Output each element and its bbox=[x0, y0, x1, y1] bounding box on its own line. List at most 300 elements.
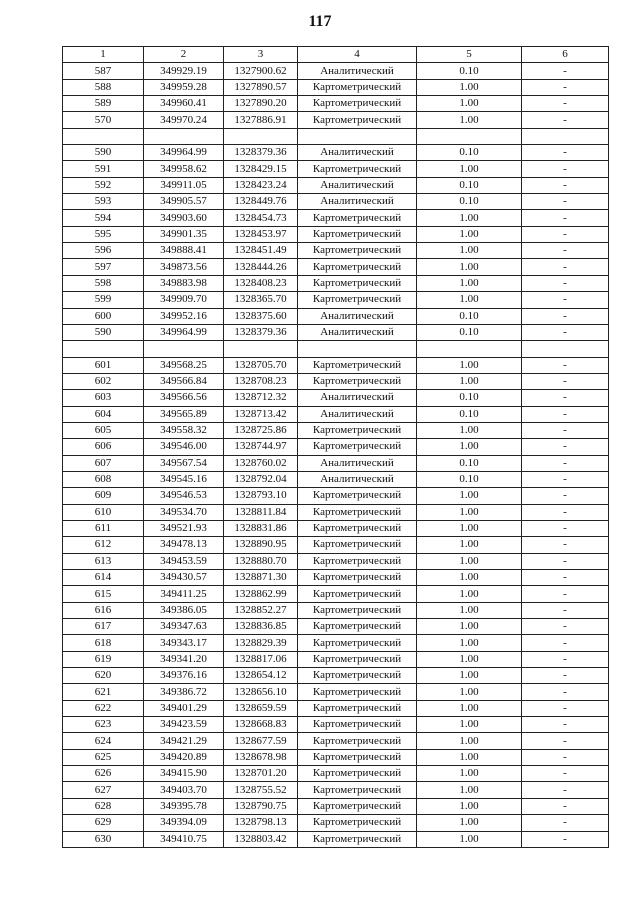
table-cell: 1328831.86 bbox=[224, 520, 298, 536]
table-cell: 594 bbox=[63, 210, 144, 226]
table-cell: 1328792.04 bbox=[224, 471, 298, 487]
table-row bbox=[63, 651, 609, 667]
table-cell: 600 bbox=[63, 308, 144, 324]
table-cell: 604 bbox=[63, 406, 144, 422]
table-cell: 349883.98 bbox=[144, 275, 224, 291]
table-cell: Картометрический bbox=[298, 488, 417, 504]
table-cell: 1328862.99 bbox=[224, 586, 298, 602]
table-cell: 601 bbox=[63, 357, 144, 373]
table-row bbox=[63, 145, 609, 161]
table-cell: 1328656.10 bbox=[224, 684, 298, 700]
table-cell: - bbox=[522, 422, 609, 438]
table-row bbox=[63, 700, 609, 716]
table-cell: 0.10 bbox=[417, 308, 522, 324]
table-cell: Картометрический bbox=[298, 292, 417, 308]
table-row bbox=[63, 243, 609, 259]
table-cell: Картометрический bbox=[298, 815, 417, 831]
table-cell: 1.00 bbox=[417, 766, 522, 782]
table-row bbox=[63, 455, 609, 471]
table-row bbox=[63, 717, 609, 733]
table-cell bbox=[63, 128, 144, 144]
table-cell: 624 bbox=[63, 733, 144, 749]
table-cell: - bbox=[522, 194, 609, 210]
table-cell: 349386.05 bbox=[144, 602, 224, 618]
table-row bbox=[63, 341, 609, 357]
table-cell: 349558.32 bbox=[144, 422, 224, 438]
table-cell: Картометрический bbox=[298, 422, 417, 438]
table-row bbox=[63, 390, 609, 406]
table-cell: 1.00 bbox=[417, 733, 522, 749]
table-cell: Картометрический bbox=[298, 602, 417, 618]
table-cell: 621 bbox=[63, 684, 144, 700]
table-cell: 349566.56 bbox=[144, 390, 224, 406]
table-cell: 349970.24 bbox=[144, 112, 224, 128]
table-cell: Картометрический bbox=[298, 782, 417, 798]
table-cell: 629 bbox=[63, 815, 144, 831]
table-row bbox=[63, 570, 609, 586]
table-cell: 349952.16 bbox=[144, 308, 224, 324]
table-cell: 1.00 bbox=[417, 161, 522, 177]
table-cell: - bbox=[522, 586, 609, 602]
table-cell: 610 bbox=[63, 504, 144, 520]
table-cell: 1328852.27 bbox=[224, 602, 298, 618]
table-cell: - bbox=[522, 275, 609, 291]
table-cell: - bbox=[522, 324, 609, 340]
table-cell: - bbox=[522, 537, 609, 553]
table-cell: 1.00 bbox=[417, 619, 522, 635]
table-cell: - bbox=[522, 651, 609, 667]
table-cell: 1.00 bbox=[417, 504, 522, 520]
table-cell: - bbox=[522, 177, 609, 193]
table-cell bbox=[417, 341, 522, 357]
table-row bbox=[63, 128, 609, 144]
table-cell: 628 bbox=[63, 798, 144, 814]
table-row bbox=[63, 749, 609, 765]
table-cell: - bbox=[522, 292, 609, 308]
table-row bbox=[63, 504, 609, 520]
table-row bbox=[63, 782, 609, 798]
table-cell: 590 bbox=[63, 324, 144, 340]
table-row bbox=[63, 602, 609, 618]
table-cell: 618 bbox=[63, 635, 144, 651]
table-cell: 0.10 bbox=[417, 324, 522, 340]
table-cell: Картометрический bbox=[298, 96, 417, 112]
table-cell: 1328871.30 bbox=[224, 570, 298, 586]
table-cell: 1328755.52 bbox=[224, 782, 298, 798]
table-cell: - bbox=[522, 602, 609, 618]
table-row bbox=[63, 766, 609, 782]
table-cell: 627 bbox=[63, 782, 144, 798]
table-cell: Аналитический bbox=[298, 177, 417, 193]
table-cell: 349376.16 bbox=[144, 668, 224, 684]
table-row bbox=[63, 798, 609, 814]
table-cell: - bbox=[522, 406, 609, 422]
table-body bbox=[63, 63, 609, 848]
table-cell: 598 bbox=[63, 275, 144, 291]
table-cell: 1328453.97 bbox=[224, 226, 298, 242]
table-cell: - bbox=[522, 259, 609, 275]
table-cell: 1328654.12 bbox=[224, 668, 298, 684]
table-cell: Картометрический bbox=[298, 439, 417, 455]
table-cell: - bbox=[522, 488, 609, 504]
table-cell: 619 bbox=[63, 651, 144, 667]
table-cell: 570 bbox=[63, 112, 144, 128]
table-cell: Картометрический bbox=[298, 357, 417, 373]
table-cell bbox=[144, 341, 224, 357]
table-cell bbox=[144, 128, 224, 144]
table-cell: 349901.35 bbox=[144, 226, 224, 242]
table-cell: 1328429.15 bbox=[224, 161, 298, 177]
table-cell: Картометрический bbox=[298, 700, 417, 716]
table-cell: 1328760.02 bbox=[224, 455, 298, 471]
table-cell: 349394.09 bbox=[144, 815, 224, 831]
table-cell: 349341.20 bbox=[144, 651, 224, 667]
table-row bbox=[63, 668, 609, 684]
table-cell: 611 bbox=[63, 520, 144, 536]
table-cell: Картометрический bbox=[298, 798, 417, 814]
table-cell: 596 bbox=[63, 243, 144, 259]
table-row bbox=[63, 439, 609, 455]
table-cell: 1.00 bbox=[417, 243, 522, 259]
table-cell: Картометрический bbox=[298, 79, 417, 95]
table-cell: 1328880.70 bbox=[224, 553, 298, 569]
table-cell bbox=[298, 341, 417, 357]
table-row bbox=[63, 177, 609, 193]
table-cell: 349873.56 bbox=[144, 259, 224, 275]
table-cell: 349534.70 bbox=[144, 504, 224, 520]
table-cell: - bbox=[522, 145, 609, 161]
table-cell: - bbox=[522, 684, 609, 700]
table-cell: 605 bbox=[63, 422, 144, 438]
table-cell: 349395.78 bbox=[144, 798, 224, 814]
table-cell: 349567.54 bbox=[144, 455, 224, 471]
table-cell: 617 bbox=[63, 619, 144, 635]
table-cell: 597 bbox=[63, 259, 144, 275]
table-cell: - bbox=[522, 782, 609, 798]
table-cell: 615 bbox=[63, 586, 144, 602]
table-cell: 592 bbox=[63, 177, 144, 193]
table-cell: 1.00 bbox=[417, 782, 522, 798]
table-cell: Картометрический bbox=[298, 226, 417, 242]
table-cell: 1.00 bbox=[417, 520, 522, 536]
table-cell: 1328803.42 bbox=[224, 831, 298, 847]
table-cell: 0.10 bbox=[417, 406, 522, 422]
table-cell: 1328744.97 bbox=[224, 439, 298, 455]
table-row bbox=[63, 194, 609, 210]
table-cell: 349964.99 bbox=[144, 324, 224, 340]
table-cell: - bbox=[522, 815, 609, 831]
table-cell: 1328659.59 bbox=[224, 700, 298, 716]
table-cell: 349929.19 bbox=[144, 63, 224, 79]
table-cell: 1328451.49 bbox=[224, 243, 298, 259]
table-row bbox=[63, 308, 609, 324]
table-cell: 625 bbox=[63, 749, 144, 765]
table-cell: 608 bbox=[63, 471, 144, 487]
table-cell: 1.00 bbox=[417, 226, 522, 242]
table-cell: Аналитический bbox=[298, 390, 417, 406]
table-cell: 1.00 bbox=[417, 700, 522, 716]
table-cell: - bbox=[522, 619, 609, 635]
table-row bbox=[63, 292, 609, 308]
table-cell: Картометрический bbox=[298, 733, 417, 749]
table-cell: 349546.53 bbox=[144, 488, 224, 504]
page-number: 117 bbox=[308, 13, 332, 30]
table-cell: 349545.16 bbox=[144, 471, 224, 487]
table-row bbox=[63, 79, 609, 95]
table-cell: 1.00 bbox=[417, 112, 522, 128]
table-cell: 1328790.75 bbox=[224, 798, 298, 814]
table-cell: 1328423.24 bbox=[224, 177, 298, 193]
table-cell: 349964.99 bbox=[144, 145, 224, 161]
table-cell: Картометрический bbox=[298, 373, 417, 389]
table-row bbox=[63, 275, 609, 291]
table-row bbox=[63, 619, 609, 635]
table-cell: 1.00 bbox=[417, 275, 522, 291]
table-cell: - bbox=[522, 226, 609, 242]
table-cell: 599 bbox=[63, 292, 144, 308]
table-cell: Картометрический bbox=[298, 717, 417, 733]
table-cell: 1.00 bbox=[417, 357, 522, 373]
table-cell: 0.10 bbox=[417, 63, 522, 79]
table-row bbox=[63, 831, 609, 847]
column-header: 2 bbox=[144, 47, 224, 63]
table-cell: - bbox=[522, 455, 609, 471]
table-cell: Аналитический bbox=[298, 63, 417, 79]
table-cell: 1.00 bbox=[417, 684, 522, 700]
table-cell: 1328379.36 bbox=[224, 145, 298, 161]
table-cell: - bbox=[522, 161, 609, 177]
table-cell: Картометрический bbox=[298, 766, 417, 782]
table-cell: 606 bbox=[63, 439, 144, 455]
table-cell bbox=[522, 341, 609, 357]
table-cell: 1328444.26 bbox=[224, 259, 298, 275]
table-row bbox=[63, 373, 609, 389]
table-cell: - bbox=[522, 471, 609, 487]
table-cell: 349905.57 bbox=[144, 194, 224, 210]
table-cell: 1.00 bbox=[417, 668, 522, 684]
table-cell: - bbox=[522, 308, 609, 324]
table-cell: 1.00 bbox=[417, 831, 522, 847]
table-cell: 1328725.86 bbox=[224, 422, 298, 438]
table-row bbox=[63, 324, 609, 340]
table-cell bbox=[224, 128, 298, 144]
table-cell: 613 bbox=[63, 553, 144, 569]
table-cell bbox=[224, 341, 298, 357]
table-cell: 622 bbox=[63, 700, 144, 716]
table-cell: - bbox=[522, 635, 609, 651]
table-cell: 626 bbox=[63, 766, 144, 782]
table-cell: - bbox=[522, 668, 609, 684]
table-cell: 1.00 bbox=[417, 570, 522, 586]
table-cell: 349903.60 bbox=[144, 210, 224, 226]
table-row bbox=[63, 520, 609, 536]
table-cell: Картометрический bbox=[298, 831, 417, 847]
table-cell: Аналитический bbox=[298, 406, 417, 422]
table-row bbox=[63, 226, 609, 242]
table-cell: 349911.05 bbox=[144, 177, 224, 193]
table-cell: - bbox=[522, 112, 609, 128]
table-cell: 1.00 bbox=[417, 717, 522, 733]
table-cell: 349430.57 bbox=[144, 570, 224, 586]
table-cell: 349959.28 bbox=[144, 79, 224, 95]
table-cell: 1328829.39 bbox=[224, 635, 298, 651]
table-cell: 603 bbox=[63, 390, 144, 406]
table-cell: 1328712.32 bbox=[224, 390, 298, 406]
table-row bbox=[63, 210, 609, 226]
table-cell: Картометрический bbox=[298, 586, 417, 602]
table-cell: 349423.59 bbox=[144, 717, 224, 733]
coordinates-table bbox=[62, 46, 609, 848]
table-cell: 0.10 bbox=[417, 390, 522, 406]
table-cell: Аналитический bbox=[298, 455, 417, 471]
table-cell: 1328705.70 bbox=[224, 357, 298, 373]
table-cell: 1328817.06 bbox=[224, 651, 298, 667]
table-cell: 1.00 bbox=[417, 815, 522, 831]
table-cell: Картометрический bbox=[298, 161, 417, 177]
table-cell: Картометрический bbox=[298, 668, 417, 684]
table-cell: Аналитический bbox=[298, 194, 417, 210]
table-row bbox=[63, 259, 609, 275]
table-cell: 609 bbox=[63, 488, 144, 504]
table-cell: 349478.13 bbox=[144, 537, 224, 553]
table-cell: 349410.75 bbox=[144, 831, 224, 847]
table-cell: 349347.63 bbox=[144, 619, 224, 635]
table-row bbox=[63, 684, 609, 700]
table-cell: 0.10 bbox=[417, 471, 522, 487]
table-cell: - bbox=[522, 373, 609, 389]
table-cell: 623 bbox=[63, 717, 144, 733]
table-cell: 349401.29 bbox=[144, 700, 224, 716]
table-cell: 1.00 bbox=[417, 422, 522, 438]
table-cell bbox=[522, 128, 609, 144]
table-row bbox=[63, 586, 609, 602]
table-cell: - bbox=[522, 717, 609, 733]
table-cell: 593 bbox=[63, 194, 144, 210]
table-cell: - bbox=[522, 439, 609, 455]
table-cell: - bbox=[522, 733, 609, 749]
table-cell: 0.10 bbox=[417, 455, 522, 471]
table-cell: Картометрический bbox=[298, 651, 417, 667]
column-header: 4 bbox=[298, 47, 417, 63]
table-cell: 1.00 bbox=[417, 602, 522, 618]
table-cell: 595 bbox=[63, 226, 144, 242]
table-cell: 612 bbox=[63, 537, 144, 553]
table-cell: Картометрический bbox=[298, 259, 417, 275]
table-cell: 1328798.13 bbox=[224, 815, 298, 831]
table-cell: - bbox=[522, 79, 609, 95]
table-cell: 1328677.59 bbox=[224, 733, 298, 749]
table-row bbox=[63, 406, 609, 422]
table-cell: 1.00 bbox=[417, 553, 522, 569]
table-cell: 349411.25 bbox=[144, 586, 224, 602]
table-cell: Картометрический bbox=[298, 684, 417, 700]
table-cell: Картометрический bbox=[298, 275, 417, 291]
table-cell: 349403.70 bbox=[144, 782, 224, 798]
table-row bbox=[63, 733, 609, 749]
table-cell: 0.10 bbox=[417, 145, 522, 161]
table-cell: - bbox=[522, 700, 609, 716]
table-cell: - bbox=[522, 63, 609, 79]
column-header: 3 bbox=[224, 47, 298, 63]
table-cell: 349568.25 bbox=[144, 357, 224, 373]
table-row bbox=[63, 96, 609, 112]
table-cell: 1.00 bbox=[417, 210, 522, 226]
table-cell: 1328811.84 bbox=[224, 504, 298, 520]
table-row bbox=[63, 488, 609, 504]
table-cell: - bbox=[522, 798, 609, 814]
table-cell: - bbox=[522, 570, 609, 586]
table-cell: 1.00 bbox=[417, 96, 522, 112]
table-cell: 1.00 bbox=[417, 79, 522, 95]
table-row bbox=[63, 422, 609, 438]
table-row bbox=[63, 112, 609, 128]
table-cell: 349958.62 bbox=[144, 161, 224, 177]
table-cell: - bbox=[522, 553, 609, 569]
table-cell: 1327890.20 bbox=[224, 96, 298, 112]
table-cell: Картометрический bbox=[298, 112, 417, 128]
table-cell: 349453.59 bbox=[144, 553, 224, 569]
column-header: 6 bbox=[522, 47, 609, 63]
table-cell: 1.00 bbox=[417, 259, 522, 275]
table-row bbox=[63, 161, 609, 177]
table-cell: 1328708.23 bbox=[224, 373, 298, 389]
table-cell: Картометрический bbox=[298, 243, 417, 259]
table-cell: Аналитический bbox=[298, 471, 417, 487]
table-cell: Аналитический bbox=[298, 308, 417, 324]
table-cell: 1.00 bbox=[417, 651, 522, 667]
table-cell bbox=[298, 128, 417, 144]
column-header: 5 bbox=[417, 47, 522, 63]
table-cell: 349566.84 bbox=[144, 373, 224, 389]
table-cell: 1328701.20 bbox=[224, 766, 298, 782]
table-cell: 1327900.62 bbox=[224, 63, 298, 79]
table-row bbox=[63, 553, 609, 569]
table-row bbox=[63, 537, 609, 553]
table-cell: 589 bbox=[63, 96, 144, 112]
table-cell: 1328668.83 bbox=[224, 717, 298, 733]
table-cell: - bbox=[522, 831, 609, 847]
table-cell: - bbox=[522, 390, 609, 406]
table-cell: - bbox=[522, 749, 609, 765]
table-cell: - bbox=[522, 210, 609, 226]
table-cell: Картометрический bbox=[298, 635, 417, 651]
table-cell: Картометрический bbox=[298, 210, 417, 226]
table-cell: 1.00 bbox=[417, 749, 522, 765]
table-cell: 1328713.42 bbox=[224, 406, 298, 422]
table-cell: Картометрический bbox=[298, 619, 417, 635]
table-cell: - bbox=[522, 504, 609, 520]
table-cell: 1328449.76 bbox=[224, 194, 298, 210]
table-cell: - bbox=[522, 243, 609, 259]
table-cell: Картометрический bbox=[298, 749, 417, 765]
table-cell: 607 bbox=[63, 455, 144, 471]
table-cell: 1328836.85 bbox=[224, 619, 298, 635]
table-cell: - bbox=[522, 766, 609, 782]
table-cell: 1327890.57 bbox=[224, 79, 298, 95]
table-cell: 1328678.98 bbox=[224, 749, 298, 765]
table-cell: 349546.00 bbox=[144, 439, 224, 455]
table-cell: 1328379.36 bbox=[224, 324, 298, 340]
table-cell: 614 bbox=[63, 570, 144, 586]
table-cell: 602 bbox=[63, 373, 144, 389]
table-cell: 587 bbox=[63, 63, 144, 79]
table-cell: Картометрический bbox=[298, 504, 417, 520]
table-cell: 1328408.23 bbox=[224, 275, 298, 291]
table-row bbox=[63, 471, 609, 487]
table-cell: Картометрический bbox=[298, 553, 417, 569]
table-cell: Картометрический bbox=[298, 520, 417, 536]
table-row bbox=[63, 815, 609, 831]
